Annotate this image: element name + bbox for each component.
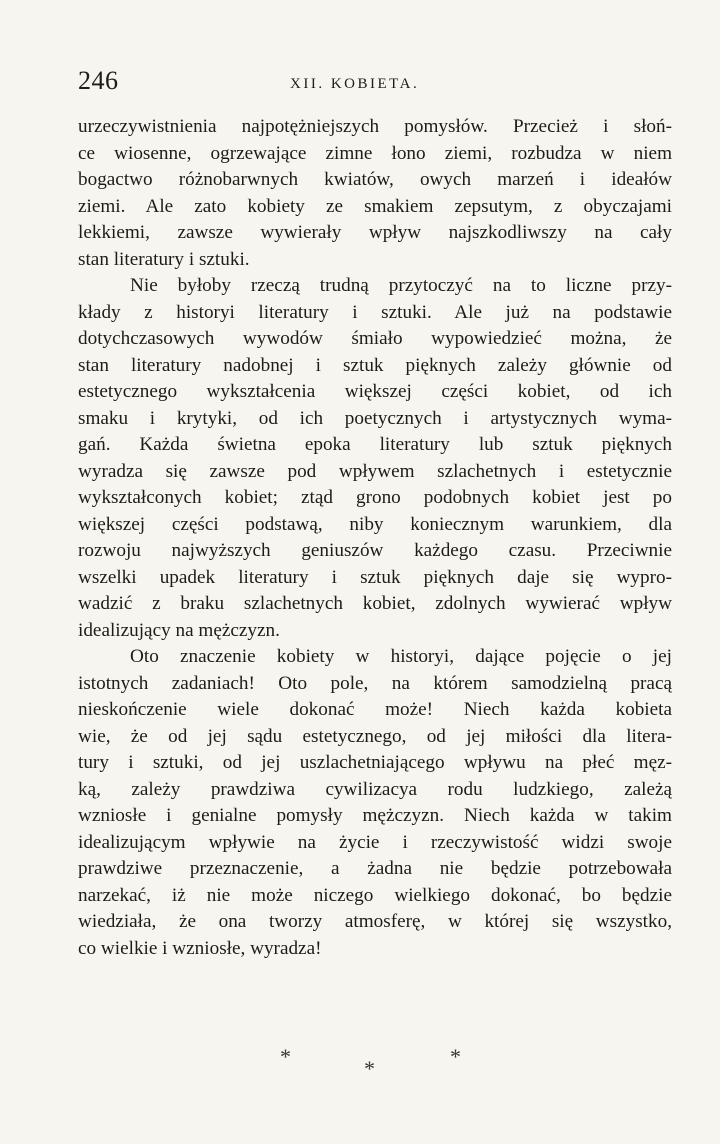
running-title: XII. KOBIETA.	[290, 76, 420, 92]
text-line: estetycznego wykształcenia większej części kobiet, od ich	[78, 381, 672, 402]
text-line: wykształconych kobiet; ztąd grono podobnych kobiet jest po	[78, 487, 672, 508]
text-line: lekkiemi, zawsze wywierały wpływ najszkodliwszy na cały	[78, 222, 672, 243]
text-line: wzniosłe i genialne pomysły mężczyzn. Niech każda w takim	[78, 805, 672, 826]
paragraph-2	[78, 273, 672, 644]
body-text	[78, 114, 672, 962]
text-line: rozwoju najwyższych geniuszów każdego czasu. Przeciwnie	[78, 540, 672, 561]
text-line: kłady z historyi literatury i sztuki. Ale już na podstawie	[78, 301, 672, 323]
text-line: Nie byłoby rzeczą trudną przytoczyć na to liczne przy-	[130, 275, 672, 296]
text-line: co wielkie i wzniosłe, wyradza!	[78, 937, 322, 959]
text-line: stan literatury i sztuki.	[78, 248, 250, 270]
asterisk: *	[364, 1056, 375, 1081]
page-header	[78, 66, 668, 106]
text-line: ką, zależy prawdziwa cywilizacya rodu ludzkiego, zależą	[78, 778, 672, 800]
text-line: wadzić z braku szlachetnych kobiet, zdolnych wywierać wpływ	[78, 593, 672, 614]
text-line: urzeczywistnienia najpotężniejszych pomysłów. Przecież i słoń-	[78, 116, 672, 137]
asterisk: *	[450, 1044, 461, 1069]
text-line: większej części podstawą, niby koniecznym warunkiem, dla	[78, 513, 672, 535]
text-line: tury i sztuki, od jej uszlachetniającego wpływu na płeć męz-	[78, 752, 672, 773]
text-line: wszelki upadek literatury i sztuk pięknych daje się wypro-	[78, 566, 672, 588]
text-line: wyradza się zawsze pod wpływem szlachetnych i estetycznie	[78, 460, 672, 482]
text-line: bogactwo różnobarwnych kwiatów, owych marzeń i ideałów	[78, 169, 672, 190]
page-number: 246	[78, 66, 119, 95]
text-line: wiedziała, że ona tworzy atmosferę, w której się wszystko,	[78, 911, 672, 932]
text-line: stan literatury nadobnej i sztuk pięknych zależy głównie od	[78, 354, 672, 376]
text-line: ce wiosenne, ogrzewające zimne łono ziemi, rozbudza w niem	[78, 142, 672, 164]
paragraph-3	[78, 644, 672, 962]
paragraph-1	[78, 114, 672, 273]
text-line: narzekać, iż nie może niczego wielkiego dokonać, bo będzie	[78, 884, 672, 906]
text-line: prawdziwe przeznaczenie, a żadna nie będzie potrzebowała	[78, 858, 672, 879]
text-line: nieskończenie wiele dokonać może! Niech każda kobieta	[78, 699, 672, 720]
text-line: smaku i krytyki, od ich poetycznych i artystycznych wyma-	[78, 407, 672, 429]
text-line: gań. Każda świetna epoka literatury lub sztuk pięknych	[78, 434, 672, 455]
text-line: idealizującym wpływie na życie i rzeczywistość widzi swoje	[78, 831, 672, 853]
text-line: idealizujący na mężczyzn.	[78, 619, 280, 641]
text-line: ziemi. Ale zato kobiety ze smakiem zepsutym, z obyczajami	[78, 195, 672, 217]
text-line: istotnych zadaniach! Oto pole, na którem samodzielną pracą	[78, 672, 672, 694]
text-line: Oto znaczenie kobiety w historyi, dające pojęcie o jej	[130, 646, 672, 667]
asterisk: *	[280, 1044, 291, 1069]
text-line: wie, że od jej sądu estetycznego, od jej miłości dla litera-	[78, 725, 672, 747]
text-line: dotychczasowych wywodów śmiało wypowiedzieć można, że	[78, 328, 672, 349]
section-break-asterisks	[0, 1044, 720, 1081]
